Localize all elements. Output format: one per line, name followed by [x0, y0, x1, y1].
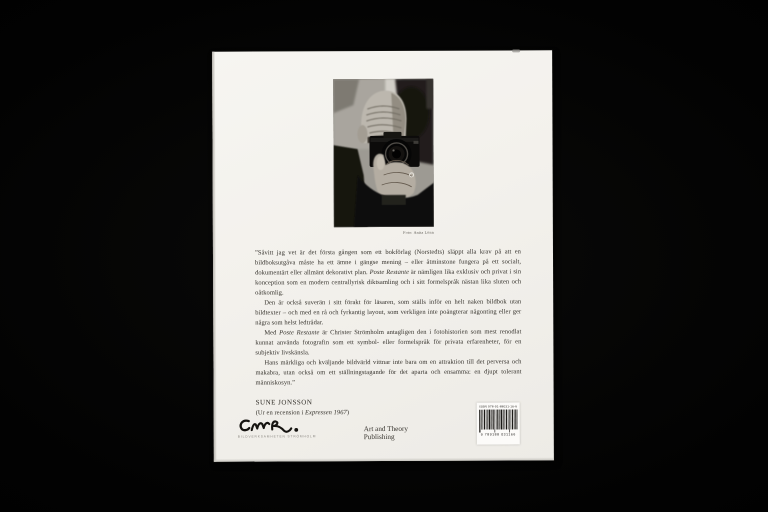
review-paragraph: Med Poste Restante är Christer Strömholm antagligen den i fotohistorien som mest renodlat kunnat använda fotografin som ett symbol- eller formelspråk för privata erfarenheter, för en subjektiv livskänsla.: [255, 328, 522, 357]
barcode-bars: [479, 409, 518, 432]
portrait-photo-illustration: [333, 79, 434, 227]
review-paragraph: Hans märkliga och kväljande bildvärld vittnar inte bara om en attraktion till det perversa och makabra, utan också om ett ställningstagande för det aparta och ensamma: en djupt tolerant människosyn.”: [255, 358, 522, 387]
cmr-signature-icon: [238, 417, 300, 434]
publisher-line1: Art and Theory: [363, 424, 408, 434]
review-paragraphs: [255, 247, 522, 388]
publisher-line2: Publishing: [363, 433, 395, 442]
signature-logo: [238, 417, 358, 439]
publisher-name: [364, 425, 408, 442]
isbn-label: ISBN 978-91-88031-16-6: [479, 404, 518, 409]
logo-subtext: BILDVERKSAMHETEN STRÖMHOLM: [237, 434, 317, 439]
barcode-icon: [479, 409, 518, 432]
book-back-cover: [212, 50, 554, 461]
photo-credit: Foto: Anita Lönn: [403, 229, 434, 235]
isbn-barcode: [477, 402, 520, 444]
portrait-photo: [333, 79, 434, 227]
author-name: SUNE JONSSON: [255, 398, 313, 407]
review-paragraph: ”Såvitt jag vet är det första gången som ett bokförlag (Norstedts) släppt alla krav på att en bildboksutgåva måste ha ett ämne i gängse mening – eller åtminstone fungera på ett socialt, dokumentärt eller allmänt dekorativt plan. Poste Restante är nämligen lika exklusiv och privat i sin konception som en modern centrallyrisk diktsamling och i sitt formelspråk nästan lika sluten och oåtkomlig.: [254, 248, 522, 297]
review-source: (Ur en recension i Expressen 1967): [255, 409, 350, 417]
review-paragraph: Den är också suverän i sitt förakt för läsaren, som ställs inför en helt naken bildbok utan bildtexter – och med en rå och fyrkantig layout, som verkligen inte poängterar någonting eller ger några som helst ledtrådar.: [255, 298, 522, 327]
cover-smudge: [512, 49, 520, 52]
ean-number: 9 789188 031166: [480, 432, 516, 437]
review-text: [255, 247, 522, 418]
